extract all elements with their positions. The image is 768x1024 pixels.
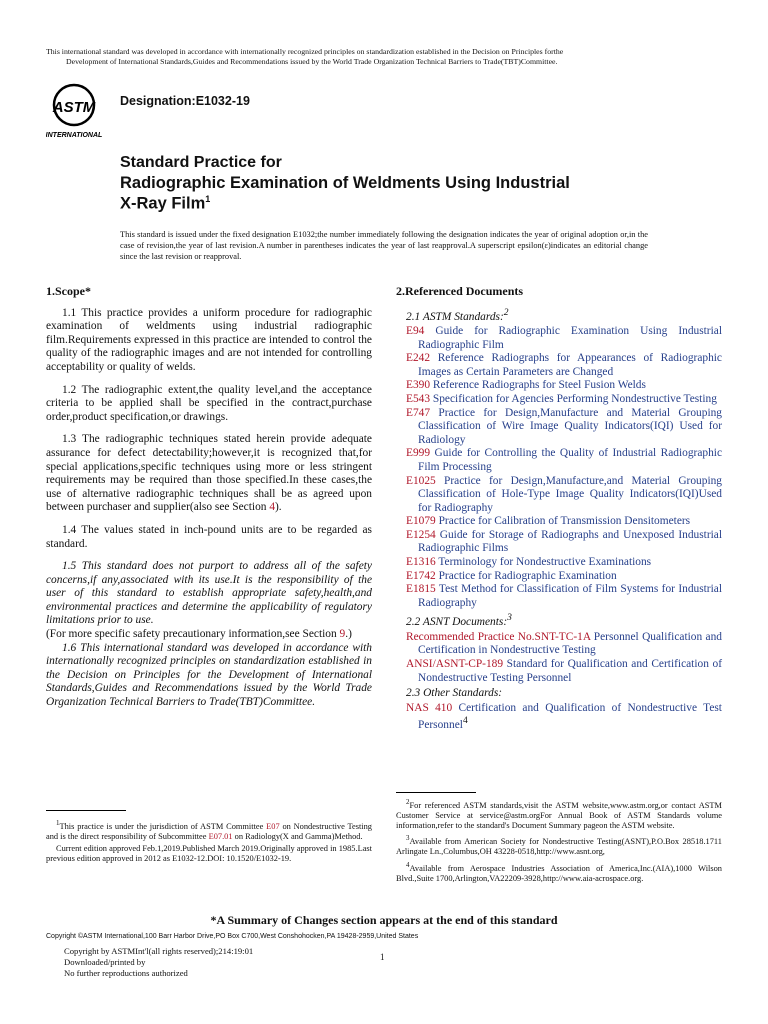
references-heading: 2.Referenced Documents <box>396 284 524 298</box>
committee-e07-link[interactable]: E07 <box>266 821 280 831</box>
title-line-2: Radiographic Examination of Weldments Using Industrial <box>120 174 570 192</box>
footnote-right <box>396 797 722 886</box>
reference-title: Practice for Design,Manufacture,and Material Grouping Classification of Hole-Type Image Quality Indicators(IQI)Used for Radiography <box>418 474 722 514</box>
reference-item <box>406 631 722 658</box>
scope-column <box>46 285 372 710</box>
reference-title: Certification and Qualification of Nondestructive Test Personnel <box>418 701 722 732</box>
reference-code-link[interactable]: E999 <box>406 447 431 460</box>
development-notice <box>46 47 722 67</box>
reference-code-link[interactable]: E242 <box>406 352 431 365</box>
scope-1-5-note: (For more specific safety precautionary information,see Section 9.) <box>46 628 352 641</box>
reference-item <box>406 658 722 685</box>
reference-title: Guide for Controlling the Quality of Industrial Radiographic Film Processing <box>418 447 722 473</box>
issued-note: This standard is issued under the fixed designation E1032;the number immediately following the designation indicates the year of original adoption or,in the case of revision,the year of last revision.A number in parentheses indicates the year of last reapproval.A superscript epsilon(ε)indicates an editorial change since the last revision or reapproval. <box>120 230 648 261</box>
reference-code-link[interactable]: ANSI/ASNT-CP-189 <box>406 658 504 671</box>
scope-1-1: 1.1 This practice provides a uniform procedure for radiographic examination of weldments using industrial radiographic film.Requirements expressed in this practice are intended to control the quality of the radiographic images and are not intended for controlling acceptability or quality of welds. <box>46 306 372 373</box>
reference-item <box>406 570 722 584</box>
reference-footnote-mark: 4 <box>462 716 468 727</box>
footnote-2: $^2$For referenced ASTM standards,visit the ASTM website,www.astm.org,or contact ASTM Customer Service at service@astm.orgFor Annual Book of ASTM Standards volume information,refer to the standard's Document Summary pageon the ASTM website. <box>396 798 722 831</box>
download-notice <box>64 946 253 979</box>
reference-code-link[interactable]: NAS 410 <box>406 701 453 714</box>
references-column <box>396 285 722 733</box>
copyright-line: Copyright ©ASTM International,100 Barr Harbor Drive,PO Box C700,West Conshohocken,PA 19428-2959,United States <box>46 933 419 940</box>
section-9-link[interactable]: 9 <box>339 628 346 641</box>
reference-code-link[interactable]: Recommended Practice No.SNT-TC-1A <box>406 630 591 643</box>
footnote-1: $^1$This practice is under the jurisdiction of ASTM Committee E07 on Nondestructive Testing and is the direct responsibility of Subcommittee E07.01 on Radiology(X and Gamma)Method. <box>46 819 372 841</box>
astm-standards-list <box>396 325 722 610</box>
asnt-documents-list <box>396 631 722 685</box>
edition-approved: Current edition approved Feb.1,2019.Published March 2019.Originally approved in 1985.Last previous edition approved in 2012 as E1032-12.DOI: 10.1520/E1032-19. <box>46 844 372 864</box>
reference-code-link[interactable]: E1254 <box>406 528 436 541</box>
reference-item <box>406 583 722 610</box>
subcommittee-e0701-link[interactable]: E07.01 <box>208 832 233 841</box>
reference-title: Personnel Qualification and Certification in Nondestructive Testing <box>418 630 722 657</box>
reference-title: Test Method for Classification of Film Systems for Industrial Radiography <box>418 583 722 609</box>
section-4-link[interactable]: 4 <box>269 501 276 514</box>
download-line-2: Downloaded/printed by <box>64 957 146 967</box>
summary-of-changes-note: *A Summary of Changes section appears at the end of this standard <box>210 913 558 927</box>
download-line-3: No further reproductions authorized <box>64 968 188 978</box>
reference-code-link[interactable]: E1079 <box>406 515 436 528</box>
reference-title: Practice for Design,Manufacture and Material Grouping Classification of Wire Image Quality Indicators(IQI) Used for Radiology <box>418 406 722 446</box>
reference-item <box>406 702 722 733</box>
reference-code-link[interactable]: E747 <box>406 406 431 419</box>
other-standards-subheading: 2.3 Other Standards: <box>406 687 503 700</box>
download-line-1: Copyright by ASTMInt'l(all rights reserved);214:19:01 <box>64 946 254 956</box>
title-line-1: Standard Practice for <box>120 154 282 171</box>
other-standards-list <box>396 702 722 733</box>
reference-title: Standard for Qualification and Certification of Nondestructive Testing Personnel <box>418 658 722 684</box>
reference-code-link[interactable]: E94 <box>406 324 425 337</box>
footnote-3: $^3$Available from American Society for Nondestructive Testing(ASNT),P.O.Box 28518.1711 Arlingate Ln.,Columbus,OH 43228-0518,http://www.asnt.org, <box>396 834 722 857</box>
footnote-divider-left <box>46 810 126 811</box>
footnote-divider-right <box>396 792 476 793</box>
scope-1-3: 1.3 The radiographic techniques stated herein provide adequate assurance for defect detectability;however,it is recognized that,for special applications,specific techniques using more or less stringent requirements may be required than those specified.In these cases,the use of alternative radiographic techniques shall be as agreed upon between purchaser and supplier(also see Section 4). <box>46 433 372 514</box>
reference-item <box>406 515 722 529</box>
notice-line-2: Development of International Standards,Guides and Recommendations issued by the World Trade Organization Technical Barriers to Trade(TBT)Committee. <box>66 57 558 66</box>
reference-item <box>406 379 722 393</box>
notice-line-1: This international standard was developed in accordance with internationally recognized principles on standardization established in the Decision on Principles forthe <box>46 47 564 56</box>
title-footnote-mark: 1 <box>205 194 211 204</box>
reference-code-link[interactable]: E1025 <box>406 474 436 487</box>
reference-item <box>406 475 722 516</box>
title-line-3: X-Ray Film$^1$ <box>120 194 211 213</box>
astm-standards-subheading: 2.1 ASTM Standards:$^2$ <box>406 307 509 323</box>
reference-item <box>406 325 722 352</box>
reference-item <box>406 556 722 570</box>
scope-1-4: 1.4 The values stated in inch-pound units are to be regarded as standard. <box>46 523 372 550</box>
reference-title: Guide for Storage of Radiographs and Unexposed Industrial Radiographic Films <box>418 528 722 555</box>
reference-code-link[interactable]: E1316 <box>406 556 436 569</box>
reference-title: Practice for Radiographic Examination <box>435 569 617 582</box>
footnote-4: $^4$Available from Aerospace Industries Association of America,Inc.(AIA),1000 Wilson Blvd.,Suite 1700,Arlington,VA22209-3928,http://www.aia-acrospace.org. <box>396 860 722 883</box>
page-number: 1 <box>380 952 385 962</box>
scope-1-6: 1.6 This international standard was developed in accordance with internationally recognized principles on standardization established in the Decision on Principles for the Development of International Standards,Guides and Recommendations issued by the World Trade Organization Technical Barriers to Trade(TBT)Committee. <box>46 641 372 709</box>
reference-title: Specification for Agencies Performing Nondestructive Testing <box>430 392 717 405</box>
reference-code-link[interactable]: E1815 <box>406 583 436 596</box>
reference-title: Reference Radiographs for Steel Fusion Welds <box>430 379 646 392</box>
scope-heading: 1.Scope* <box>46 284 91 298</box>
reference-item <box>406 407 722 448</box>
reference-item <box>406 393 722 407</box>
footnote-left <box>46 818 372 867</box>
reference-code-link[interactable]: E543 <box>406 392 431 405</box>
scope-1-5: 1.5 This standard does not purport to address all of the safety concerns,if any,associated with its use.It is the responsibility of the user of this standard to establish appropriate safety,health,and environmental practices and determine the applicability of regulatory limitations prior to use. <box>46 560 372 627</box>
svg-text:ASTM: ASTM <box>52 99 96 116</box>
svg-text:INTERNATIONAL: INTERNATIONAL <box>46 132 102 139</box>
reference-item <box>406 529 722 556</box>
reference-title: Terminology for Nondestructive Examinations <box>435 556 652 569</box>
reference-title: Reference Radiographs for Appearances of Radiographic Images as Certain Parameters are Changed <box>418 352 722 378</box>
reference-code-link[interactable]: E390 <box>406 379 431 392</box>
reference-title: Practice for Calibration of Transmission Densitometers <box>435 515 691 528</box>
reference-item <box>406 447 722 474</box>
astm-logo-icon <box>46 80 102 140</box>
reference-code-link[interactable]: E1742 <box>406 569 436 582</box>
reference-title: Guide for Radiographic Examination Using Industrial Radiographic Film <box>418 324 722 351</box>
asnt-documents-subheading: 2.2 ASNT Documents:$^3$ <box>406 613 512 629</box>
reference-item <box>406 352 722 379</box>
designation: Designation:E1032-19 <box>120 94 250 108</box>
scope-1-2: 1.2 The radiographic extent,the quality level,and the acceptance criteria to be applied shall be specified in the contract,purchase order,product specification,or drawings. <box>46 383 372 423</box>
